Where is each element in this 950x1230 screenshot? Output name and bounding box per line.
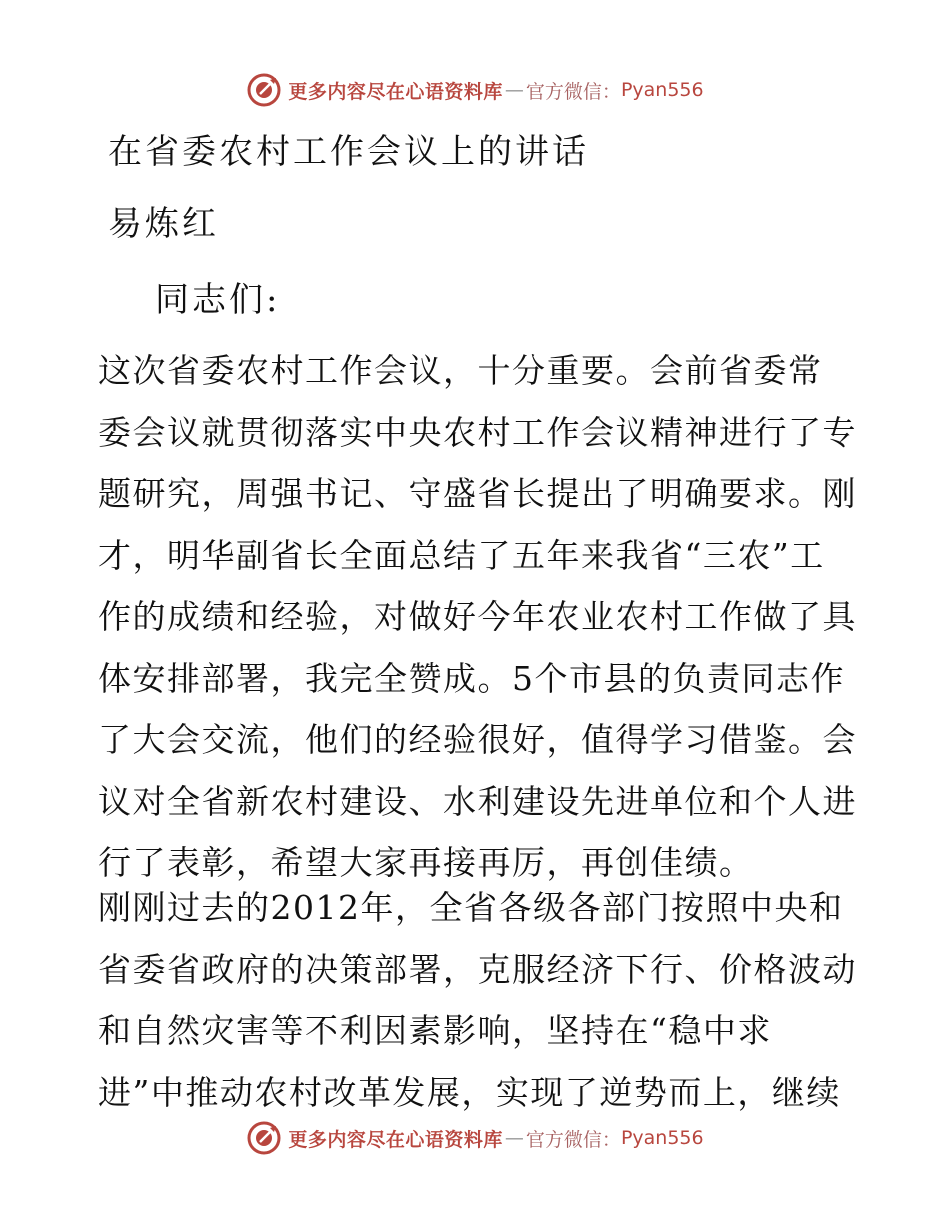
paragraph-1 bbox=[98, 340, 858, 894]
document-salutation: 同志们: bbox=[155, 280, 281, 320]
paragraph-line: 作的成绩和经验，对做好今年农业农村工作做了具 bbox=[98, 597, 857, 636]
paragraph-2 bbox=[98, 877, 858, 1123]
paragraph-line: 题研究，周强书记、守盛省长提出了明确要求。刚 bbox=[98, 474, 857, 513]
paragraph-line: 了大会交流，他们的经验很好，值得学习借鉴。会 bbox=[98, 720, 857, 759]
watermark-separator: — bbox=[504, 79, 524, 101]
paragraph-line: 省委省政府的决策部署，克服经济下行、价格波动 bbox=[98, 949, 857, 989]
document-author: 易炼红 bbox=[108, 204, 219, 244]
watermark-banner-bottom bbox=[0, 1118, 950, 1158]
watermark-brand: 更多内容尽在心语资料库 bbox=[288, 1128, 503, 1151]
logo-icon bbox=[246, 1120, 282, 1156]
paragraph-line: 这次省委农村工作会议，十分重要。会前省委常 bbox=[98, 351, 823, 390]
paragraph-line: 行了表彰，希望大家再接再厉，再创佳绩。 bbox=[98, 843, 754, 882]
document-title: 在省委农村工作会议上的讲话 bbox=[108, 132, 589, 172]
paragraph-line: 刚刚过去的2012年，全省各级各部门按照中央和 bbox=[98, 888, 844, 927]
paragraph-line: 议对全省新农村建设、水利建设先进单位和个人进 bbox=[98, 781, 857, 821]
watermark-separator: — bbox=[504, 1127, 524, 1149]
watermark-id: Pyan556 bbox=[620, 1127, 704, 1149]
watermark-label: 官方微信： bbox=[525, 1128, 621, 1151]
watermark-brand: 更多内容尽在心语资料库 bbox=[288, 80, 503, 103]
paragraph-line: 和自然灾害等不利因素影响，坚持在“稳中求 bbox=[98, 1011, 772, 1050]
paragraph-line: 委会议就贯彻落实中央农村工作会议精神进行了专 bbox=[98, 412, 857, 452]
logo-icon bbox=[246, 72, 282, 108]
paragraph-line: 才，明华副省长全面总结了五年来我省“三农”工 bbox=[98, 535, 825, 575]
watermark-id: Pyan556 bbox=[620, 79, 704, 101]
watermark-banner-top bbox=[0, 70, 950, 110]
paragraph-line: 体安排部署，我完全赞成。5个市县的负责同志作 bbox=[98, 658, 845, 698]
watermark-label: 官方微信： bbox=[525, 80, 621, 103]
paragraph-line: 进”中推动农村改革发展，实现了逆势而上，继续 bbox=[98, 1072, 841, 1112]
